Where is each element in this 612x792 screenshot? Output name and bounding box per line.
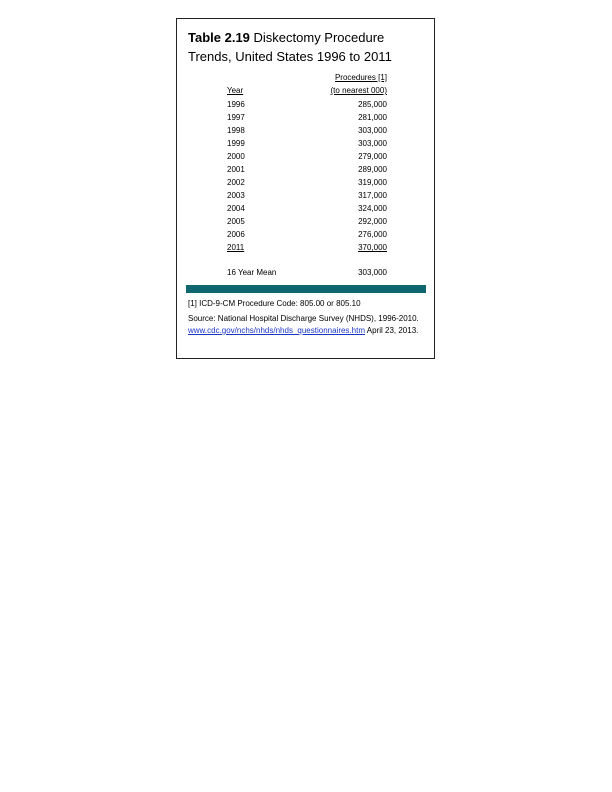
row-year: 1999 bbox=[227, 139, 245, 148]
table-title bbox=[188, 28, 426, 66]
table-row bbox=[227, 150, 387, 163]
row-year: 2011 bbox=[227, 243, 245, 252]
table-row bbox=[227, 163, 387, 176]
mean-value: 303,000 bbox=[358, 268, 387, 277]
table-rows bbox=[227, 98, 387, 254]
table-number: Table 2.19 bbox=[188, 30, 250, 45]
mean-label: 16 Year Mean bbox=[227, 268, 277, 277]
table-row bbox=[227, 124, 387, 137]
value-header-line1: Procedures [1] bbox=[334, 73, 387, 82]
table-row bbox=[227, 202, 387, 215]
row-value: 289,000 bbox=[358, 165, 387, 174]
table-title-text: Diskectomy Procedure Trends, United States 1996 to 2011 bbox=[188, 30, 392, 64]
row-year: 2001 bbox=[227, 165, 245, 174]
row-year: 1997 bbox=[227, 113, 245, 122]
row-year: 2003 bbox=[227, 191, 245, 200]
table-row bbox=[227, 189, 387, 202]
accent-divider-bar bbox=[186, 285, 426, 293]
row-value: 303,000 bbox=[358, 126, 387, 135]
row-value: 324,000 bbox=[358, 204, 387, 213]
source-note bbox=[188, 313, 428, 337]
row-value: 285,000 bbox=[358, 100, 387, 109]
row-year: 1998 bbox=[227, 126, 245, 135]
row-value: 317,000 bbox=[358, 191, 387, 200]
table-row bbox=[227, 215, 387, 228]
value-column-header bbox=[307, 71, 387, 97]
table-row bbox=[227, 241, 387, 254]
value-header-line2: (to nearest 000) bbox=[330, 86, 387, 95]
table-notes bbox=[188, 298, 428, 337]
row-value: 281,000 bbox=[358, 113, 387, 122]
source-text: Source: National Hospital Discharge Survey (NHDS), 1996-2010. bbox=[188, 314, 419, 323]
row-year: 1996 bbox=[227, 100, 245, 109]
table-row bbox=[227, 98, 387, 111]
row-value: 319,000 bbox=[358, 178, 387, 187]
row-value: 292,000 bbox=[358, 217, 387, 226]
row-value: 279,000 bbox=[358, 152, 387, 161]
mean-row bbox=[227, 266, 387, 279]
row-value: 370,000 bbox=[358, 243, 387, 252]
year-column-header: Year bbox=[227, 86, 244, 95]
row-year: 2000 bbox=[227, 152, 245, 161]
source-link[interactable]: www.cdc.gov/nchs/nhds/nhds_questionnaires.htm bbox=[188, 326, 365, 335]
row-value: 303,000 bbox=[358, 139, 387, 148]
table-row bbox=[227, 228, 387, 241]
row-year: 2002 bbox=[227, 178, 245, 187]
row-year: 2005 bbox=[227, 217, 245, 226]
footnote: [1] ICD-9-CM Procedure Code: 805.00 or 805.10 bbox=[188, 299, 361, 308]
row-year: 2004 bbox=[227, 204, 245, 213]
source-date: April 23, 2013. bbox=[365, 326, 419, 335]
table-row bbox=[227, 111, 387, 124]
table-card bbox=[176, 18, 435, 359]
row-year: 2006 bbox=[227, 230, 245, 239]
table-row bbox=[227, 137, 387, 150]
table-row bbox=[227, 176, 387, 189]
row-value: 276,000 bbox=[358, 230, 387, 239]
